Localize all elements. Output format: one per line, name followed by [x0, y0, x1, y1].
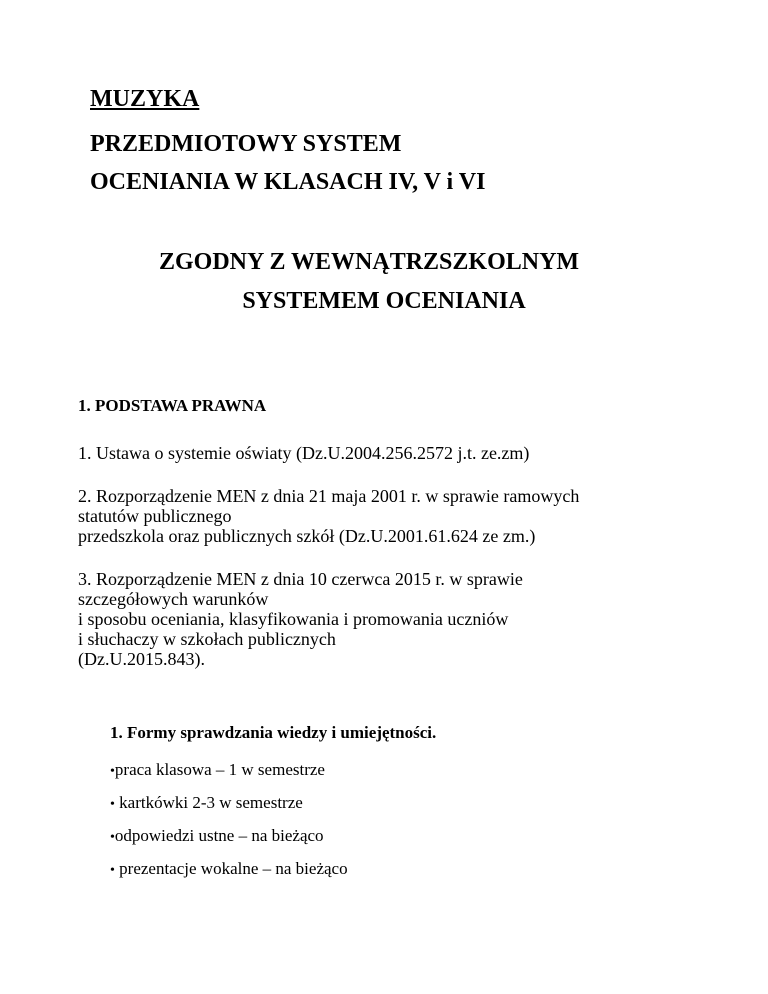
- bullet-item: [110, 826, 324, 846]
- bullet-icon: •: [110, 797, 115, 812]
- legal-basis-item-3-line-4: i słuchaczy w szkołach publicznych: [78, 629, 336, 649]
- bullet-item: [110, 793, 303, 813]
- bullet-icon: •: [110, 830, 115, 845]
- bullet-item: [110, 859, 348, 879]
- legal-basis-item-3-line-2: szczegółowych warunków: [78, 589, 269, 609]
- section-heading-legal-basis: 1. PODSTAWA PRAWNA: [78, 396, 267, 415]
- subtitle-line-2: OCENIANIA W KLASACH IV, V i VI: [90, 169, 486, 195]
- legal-basis-item-3-line-1: 3. Rozporządzenie MEN z dnia 10 czerwca 2015 r. w sprawie: [78, 569, 523, 589]
- bullet-text: praca klasowa – 1 w semestrze: [114, 760, 325, 779]
- bullet-text: odpowiedzi ustne – na bieżąco: [114, 826, 324, 845]
- legal-basis-item-3-line-3: i sposobu oceniania, klasyfikowania i promowania uczniów: [78, 609, 509, 629]
- legal-basis-item-2: [78, 486, 579, 546]
- legal-basis-item-3: [78, 569, 523, 669]
- legal-basis-item-2-line-1: 2. Rozporządzenie MEN z dnia 21 maja 2001 r. w sprawie ramowych: [78, 486, 580, 506]
- bullet-text: prezentacje wokalne – na bieżąco: [119, 859, 348, 878]
- subtitle-line-1: PRZEDMIOTOWY SYSTEM: [90, 131, 402, 157]
- compliance-line-1: ZGODNY Z WEWNĄTRZSZKOLNYM: [159, 249, 580, 275]
- section-heading-assessment-forms: 1. Formy sprawdzania wiedzy i umiejętności.: [110, 723, 437, 742]
- bullet-text: kartkówki 2-3 w semestrze: [119, 793, 303, 812]
- compliance-line-2: SYSTEMEM OCENIANIA: [242, 288, 526, 314]
- bullet-item: [110, 760, 325, 780]
- bullet-icon: •: [110, 863, 115, 878]
- bullet-icon: •: [110, 764, 115, 779]
- legal-basis-item-1-line-1: 1. Ustawa o systemie oświaty (Dz.U.2004.256.2572 j.t. ze.zm): [78, 443, 530, 463]
- document-title: MUZYKA: [90, 86, 200, 112]
- legal-basis-item-2-line-2: statutów publicznego: [78, 506, 232, 526]
- legal-basis-item-2-line-3: przedszkola oraz publicznych szkół (Dz.U.2001.61.624 ze zm.): [78, 526, 536, 546]
- legal-basis-item-3-line-5: (Dz.U.2015.843).: [78, 649, 205, 669]
- legal-basis-item-1: [78, 443, 529, 463]
